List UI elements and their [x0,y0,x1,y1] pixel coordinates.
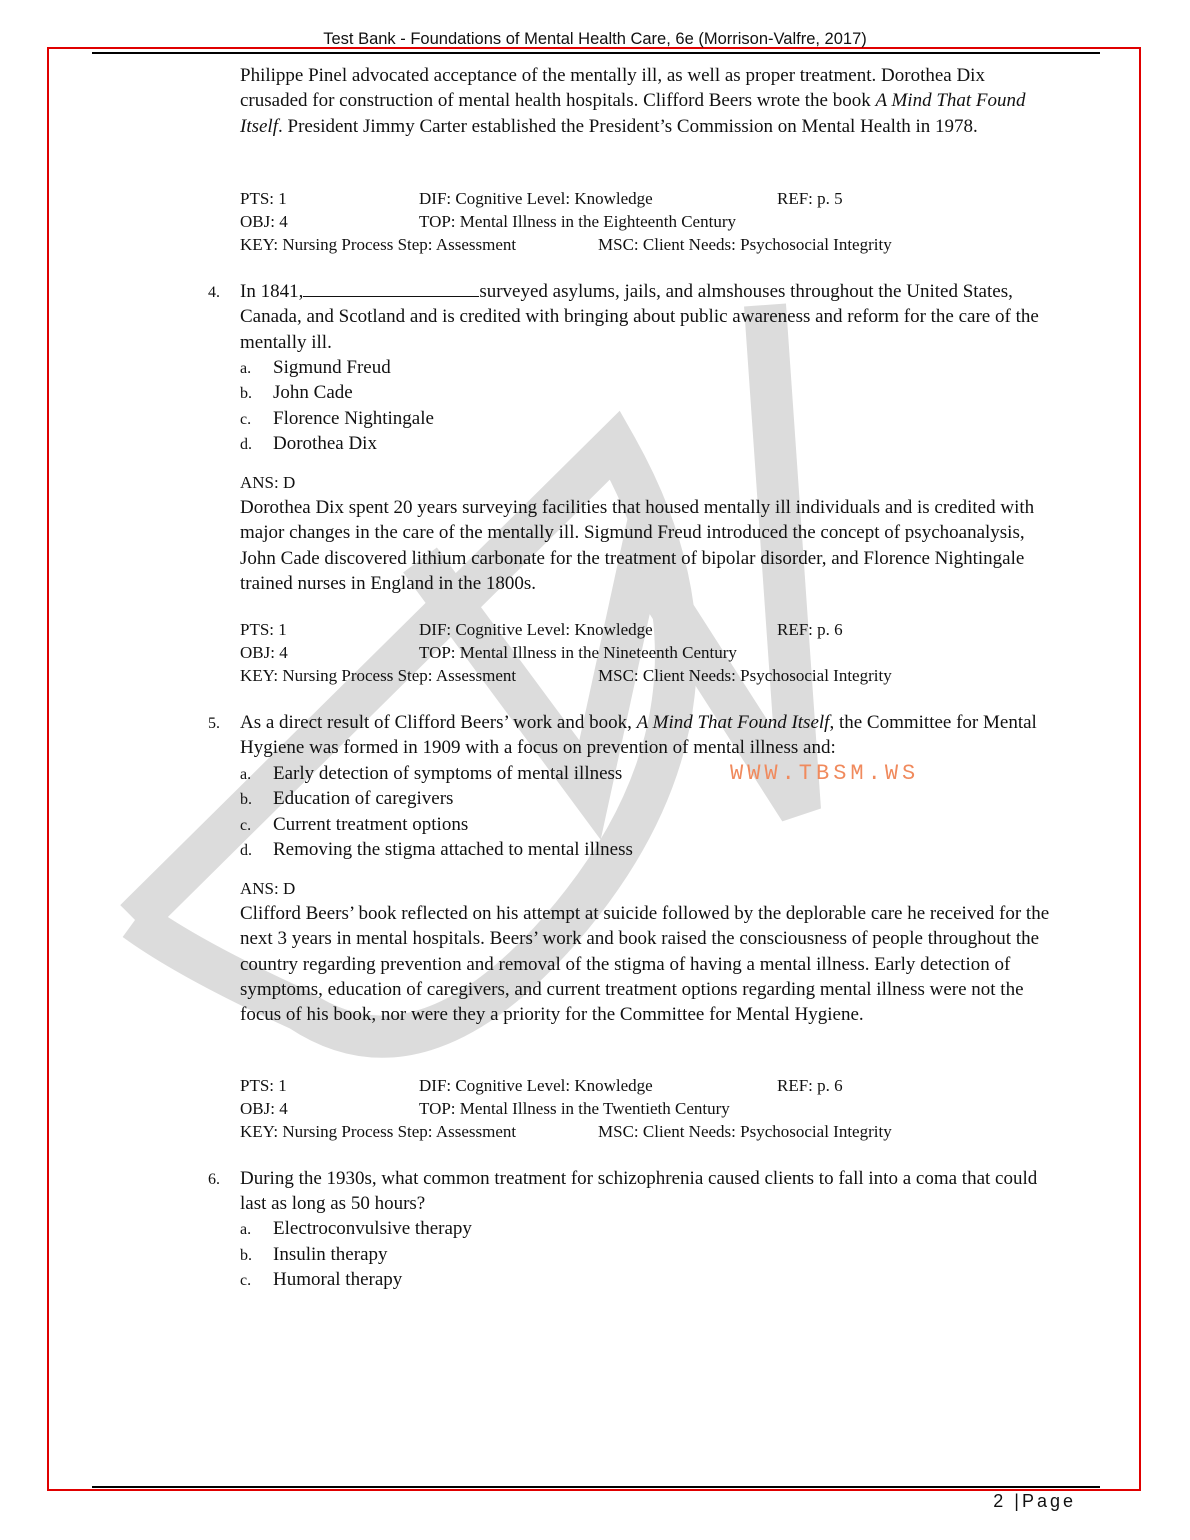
page-num: 2 [993,1491,1007,1511]
rationale: Dorothea Dix spent 20 years surveying facilities that housed mentally ill individuals and is credited with major changes in the care of the mentally ill. Sigmund Freud introduced the concept of psychoanalysis, John Cade discovered lithium carbonate for the treatment of bipolar disorder, and Florence Nightingale trained nurses in England in the 1800s. [240,497,1035,594]
meta-ref: REF: p. 6 [777,620,843,639]
meta-key: KEY: Nursing Process Step: Assessment [240,235,517,254]
meta-dif: DIF: Cognitive Level: Knowledge [419,189,653,208]
site-watermark: WWW.TBSM.WS [730,761,920,786]
option [240,1216,472,1242]
meta-top: TOP: Mental Illness in the Nineteenth Century [419,643,737,662]
option-text: Electroconvulsive therapy [273,1218,472,1239]
option [240,812,468,838]
meta-dif: DIF: Cognitive Level: Knowledge [419,620,653,639]
meta-msc: MSC: Client Needs: Psychosocial Integrity [598,1122,892,1141]
question-number: 4. [208,284,220,301]
intro-rationale [240,63,1055,139]
meta-key: KEY: Nursing Process Step: Assessment [240,666,517,685]
meta-obj: OBJ: 4 [240,1099,288,1118]
meta-msc: MSC: Client Needs: Psychosocial Integrity [598,235,892,254]
option [240,1242,388,1268]
page-header: Test Bank - Foundations of Mental Health Care, 6e (Morrison-Valfre, 2017) [323,30,867,48]
meta-key: KEY: Nursing Process Step: Assessment [240,1122,517,1141]
option-letter: d. [240,436,252,453]
answer-blank [303,280,479,297]
option [240,380,353,406]
option-text: John Cade [273,382,353,403]
option-text: Humoral therapy [273,1269,403,1290]
question-meta [240,1074,1060,1143]
answer: ANS: D [240,473,296,492]
option [240,406,434,432]
option-letter: b. [240,1247,252,1264]
option-letter: c. [240,411,252,428]
question-stem [240,279,1055,355]
stem-text: As a direct result of Clifford Beers’ work and book, [240,712,637,733]
option-letter: a. [240,1221,252,1238]
meta-top: TOP: Mental Illness in the Eighteenth Century [419,212,736,231]
meta-ref: REF: p. 6 [777,1076,843,1095]
meta-dif: DIF: Cognitive Level: Knowledge [419,1076,653,1095]
option-letter: c. [240,817,252,834]
option [240,837,633,863]
meta-pts: PTS: 1 [240,189,287,208]
option-text: Florence Nightingale [273,408,434,429]
footer-rule [92,1486,1100,1488]
option [240,1267,402,1293]
option-text: Dorothea Dix [273,433,377,454]
book-title: A Mind That Found Itself [240,90,1026,137]
option-letter: b. [240,385,252,402]
rationale: Clifford Beers’ book reflected on his attempt at suicide followed by the deplorable care he received for the next 3 years in mental hospitals. Beers’ work and book raised the consciousness of people throughout the country regarding prevention and removal of the stigma of having a mental illness. Early detection of symptoms, education of caregivers, and current treatment options regarding mental illness were not the focus of his book, nor were they a priority for the Committee for Mental Hygiene. [240,903,1050,1026]
question-stem: During the 1930s, what common treatment for schizophrenia caused clients to fall into a coma that could last as long as 50 hours? [240,1168,1038,1215]
question-number: 5. [208,715,220,732]
stem-text: In 1841, [240,281,304,302]
question-meta [240,618,1060,687]
option [240,786,453,812]
answer: ANS: D [240,879,296,898]
option-letter: a. [240,360,252,377]
meta-msc: MSC: Client Needs: Psychosocial Integrity [598,666,892,685]
option-letter: b. [240,791,252,808]
option-letter: c. [240,1272,252,1289]
intro-text: . President Jimmy Carter established the President’s Commission on Mental Health in 1978. [278,115,978,137]
meta-obj: OBJ: 4 [240,643,288,662]
book-title: A Mind That Found Itself [636,712,830,733]
option-text: Sigmund Freud [273,357,391,378]
meta-ref: REF: p. 5 [777,189,843,208]
option-text: Education of caregivers [273,788,454,809]
page-sep: | [1014,1491,1022,1511]
intro-meta [240,187,1060,256]
option-letter: a. [240,766,252,783]
option-letter: d. [240,842,252,859]
question-number: 6. [208,1171,220,1188]
option [240,761,622,787]
header-rule [92,52,1100,54]
option-text: Current treatment options [273,814,469,835]
option [240,431,377,457]
meta-top: TOP: Mental Illness in the Twentieth Century [419,1099,730,1118]
question-stem [240,710,1055,761]
option-text: Early detection of symptoms of mental illness [273,763,623,784]
option-text: Removing the stigma attached to mental illness [273,839,633,860]
stem-text: surveyed asylums, jails, and almshouses throughout the United States, Canada, and Scotland and is credited with bringing about public awareness and reform for the care of the mentally ill. [240,281,1039,353]
meta-pts: PTS: 1 [240,1076,287,1095]
option [240,355,391,381]
stem-text: , the Committee for Mental Hygiene was formed in 1909 with a focus on prevention of mental illness and: [240,712,1037,759]
option-text: Insulin therapy [273,1244,388,1265]
page-label: Page [1021,1491,1076,1511]
page-number [993,1491,1076,1512]
intro-text: Philippe Pinel advocated acceptance of the mentally ill, as well as proper treatment. Dorothea Dix crusaded for construction of mental health hospitals. Clifford Beers wrote the book [240,65,985,112]
meta-obj: OBJ: 4 [240,212,288,231]
meta-pts: PTS: 1 [240,620,287,639]
